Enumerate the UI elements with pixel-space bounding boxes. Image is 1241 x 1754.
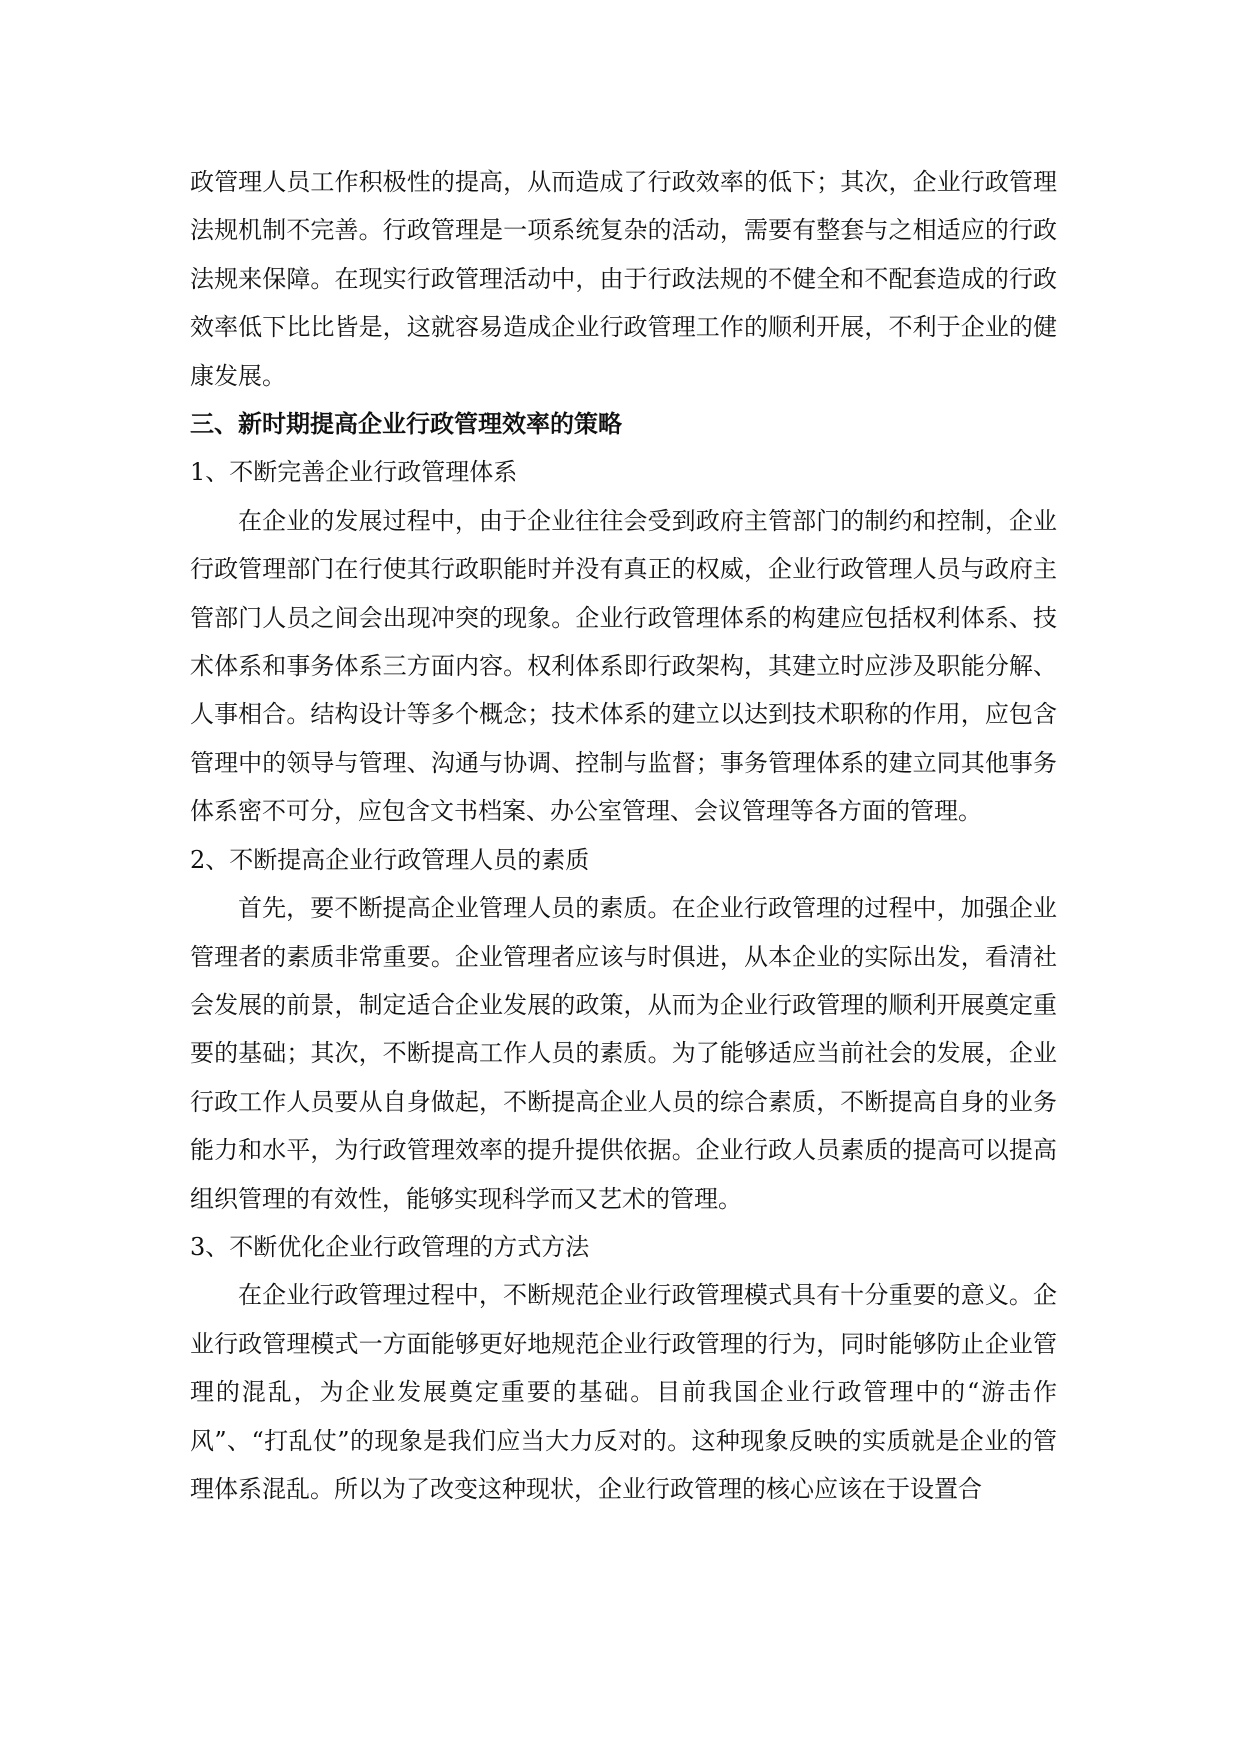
body-paragraph: 在企业的发展过程中，由于企业往往会受到政府主管部门的制约和控制，企业行政管理部门在行使其行政职能时并没有真正的权威，企业行政管理人员与政府主管部门人员之间会出现冲突的现象。企业行政管理体系的构建应包括权利体系、技术体系和事务体系三方面内容。权利体系即行政架构，其建立时应涉及职能分解、人事相合。结构设计等多个概念；技术体系的建立以达到技术职称的作用，应包含管理中的领导与管理、沟通与协调、控制与监督；事务管理体系的建立同其他事务体系密不可分，应包含文书档案、办公室管理、会议管理等各方面的管理。 [190, 506, 1057, 826]
body-paragraph: 在企业行政管理过程中，不断规范企业行政管理模式具有十分重要的意义。企业行政管理模式一方面能够更好地规范企业行政管理的行为，同时能够防止企业管理的混乱，为企业发展奠定重要的基础。目前我国企业行政管理中的“游击作风”、“打乱仗”的现象是我们应当大力反对的。这种现象反映的实质就是企业的管理体系混乱。所以为了改变这种现状，企业行政管理的核心应该在于设置合 [190, 1281, 1057, 1503]
sub-heading: 1、不断完善企业行政管理体系 [190, 458, 518, 487]
body-paragraph: 首先，要不断提高企业管理人员的素质。在企业行政管理的过程中，加强企业管理者的素质非常重要。企业管理者应该与时俱进，从本企业的实际出发，看清社会发展的前景，制定适合企业发展的政策，从而为企业行政管理的顺利开展奠定重要的基础；其次，不断提高工作人员的素质。为了能够适应当前社会的发展，企业行政工作人员要从自身做起，不断提高企业人员的综合素质，不断提高自身的业务能力和水平，为行政管理效率的提升提供依据。企业行政人员素质的提高可以提高组织管理的有效性，能够实现科学而又艺术的管理。 [190, 894, 1057, 1213]
sub-heading: 3、不断优化企业行政管理的方式方法 [190, 1232, 590, 1261]
body-paragraph: 政管理人员工作积极性的提高，从而造成了行政效率的低下；其次，企业行政管理法规机制不完善。行政管理是一项系统复杂的活动，需要有整套与之相适应的行政法规来保障。在现实行政管理活动中，由于行政法规的不健全和不配套造成的行政效率低下比比皆是，这就容易造成企业行政管理工作的顺利开展，不利于企业的健康发展。 [190, 168, 1057, 390]
section-heading: 三、新时期提高企业行政管理效率的策略 [190, 409, 622, 439]
sub-heading: 2、不断提高企业行政管理人员的素质 [190, 845, 590, 874]
